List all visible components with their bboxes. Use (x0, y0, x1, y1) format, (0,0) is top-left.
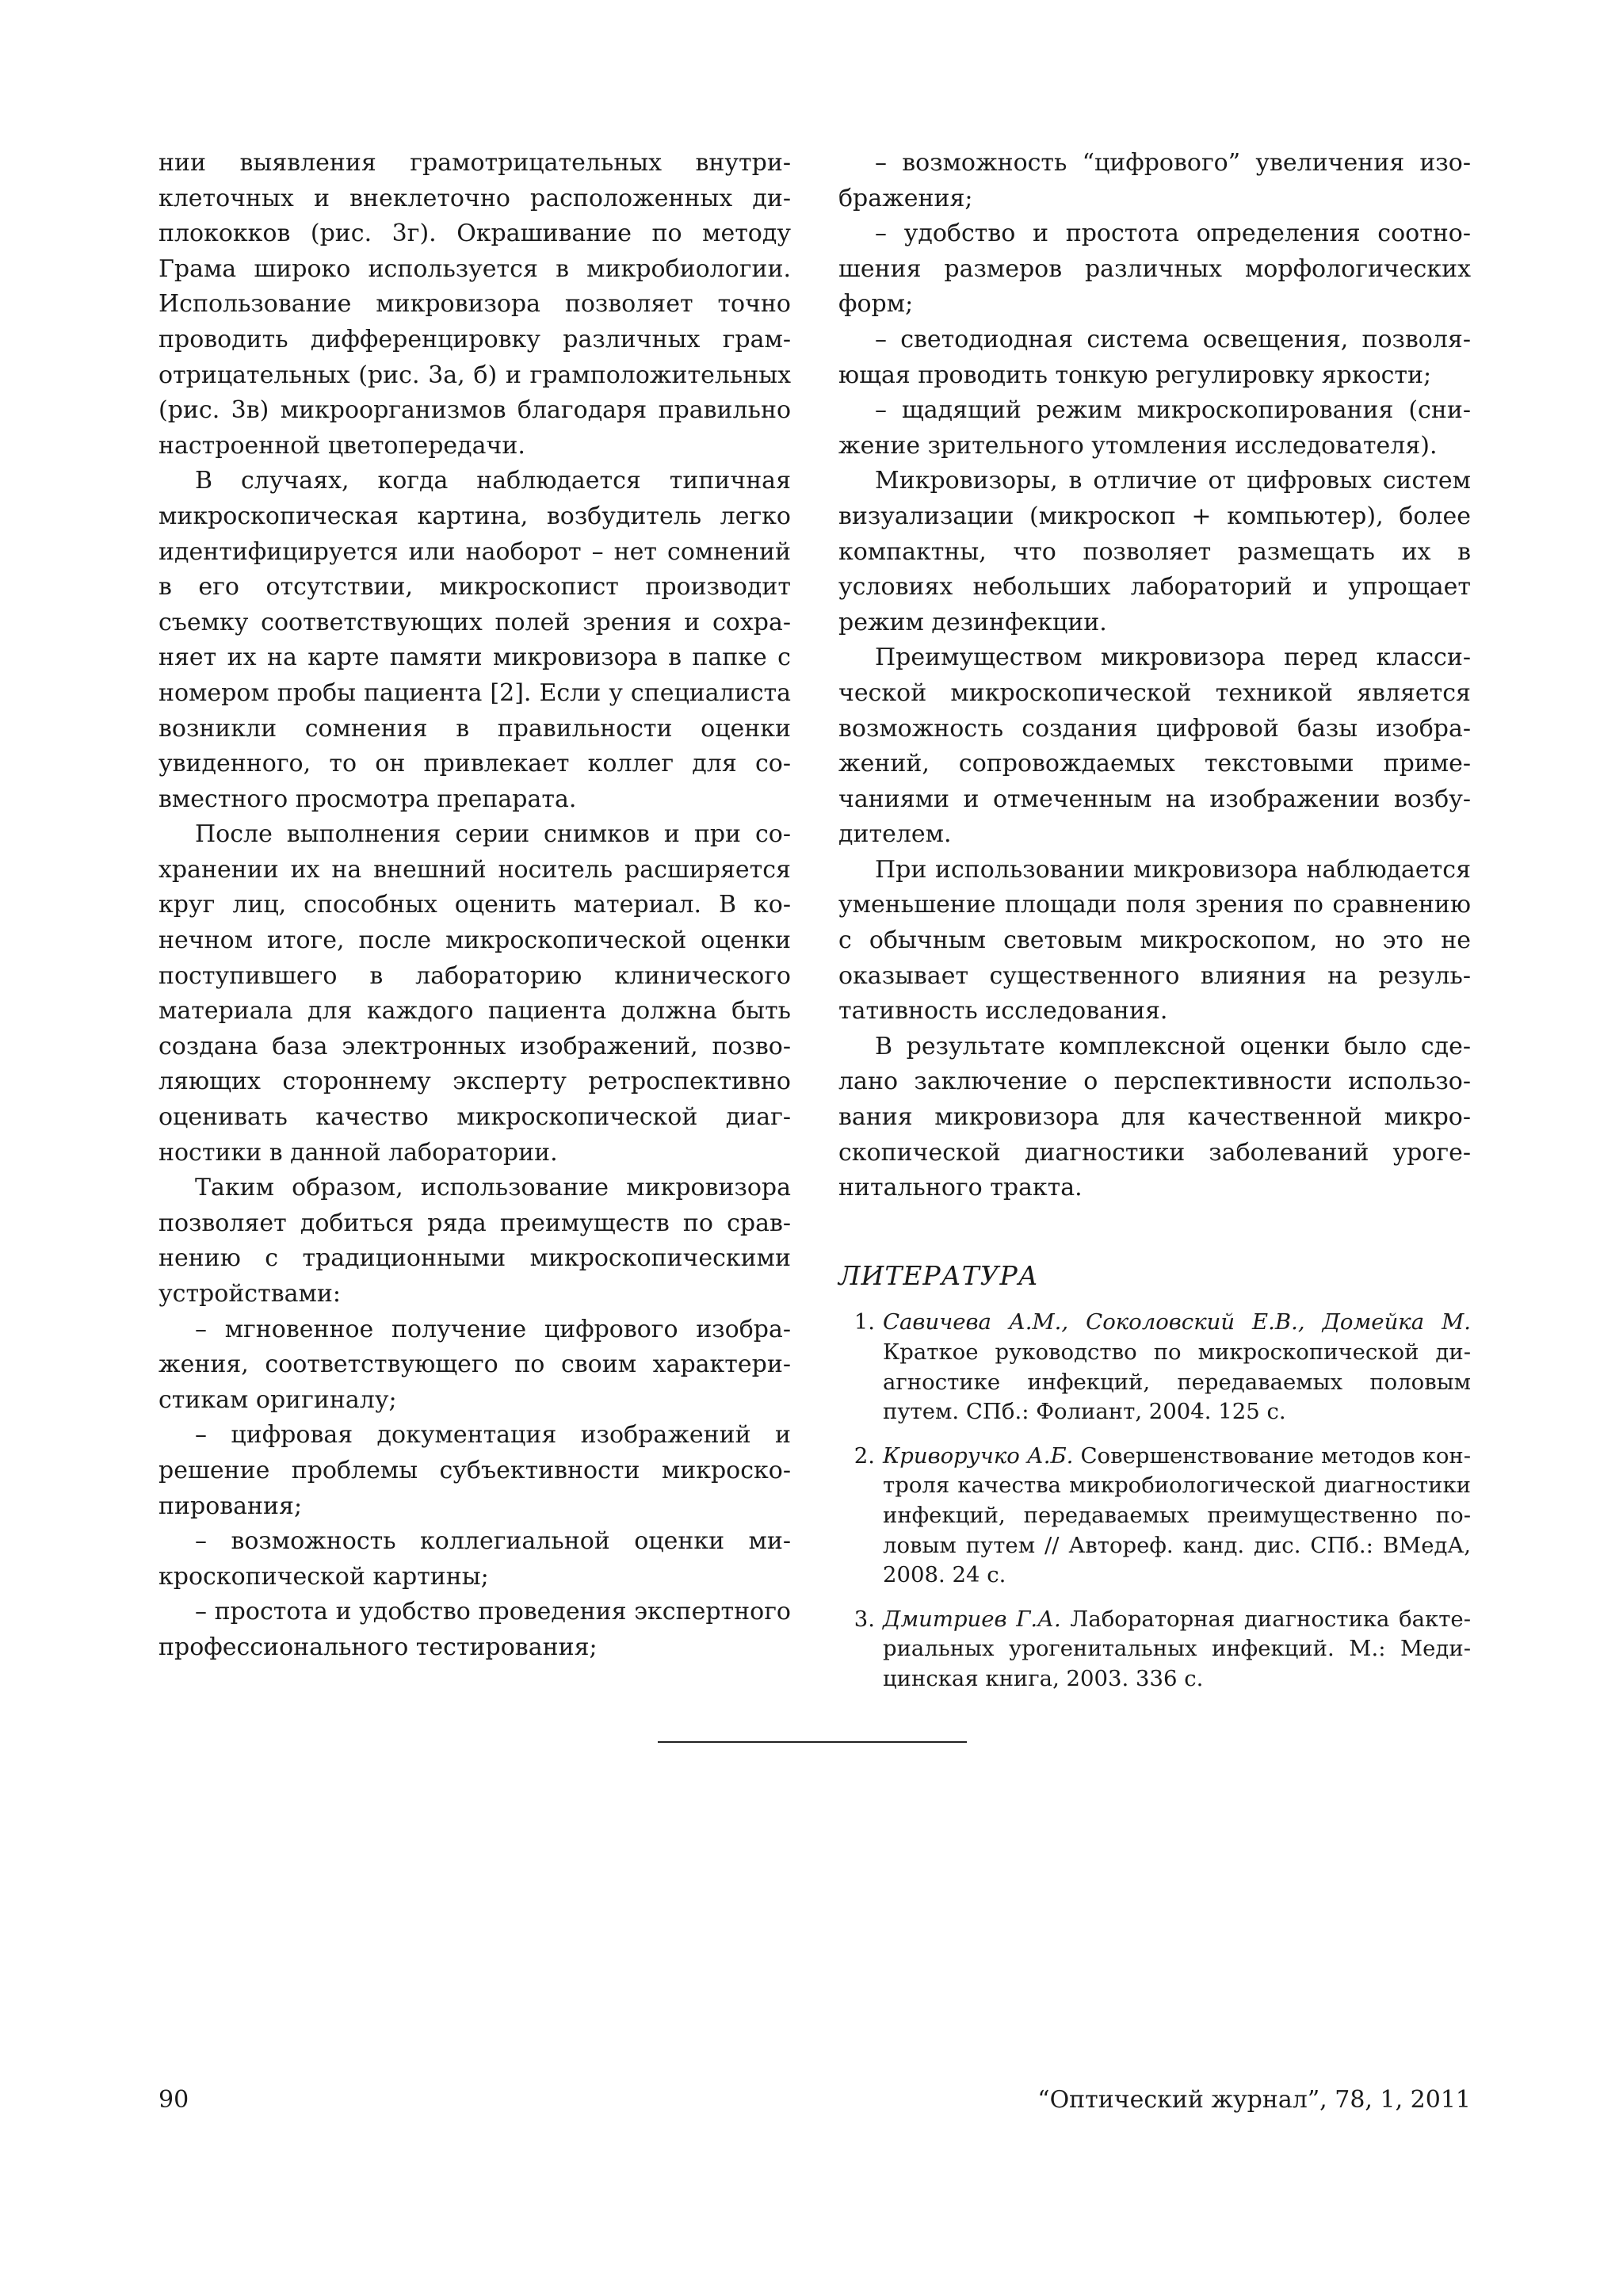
reference-number: 3. (854, 1606, 875, 1632)
reference-text: Лабораторная диагностика бактериальных урогенитальных инфекций. М.: Медицинская книга, 2003. 336 с. (883, 1606, 1471, 1691)
reference-item (838, 1442, 1471, 1591)
list-item: – возможность коллегиальной оценки микроскопической картины; (158, 1527, 791, 1591)
end-of-article-rule (658, 1741, 967, 1743)
reference-text: Краткое руководство по микроскопической диагностике инфекций, передаваемых половым путем. СПб.: Фолиант, 2004. 125 с. (883, 1339, 1471, 1425)
list-item: – возможность “цифрового” увеличения изображения; (838, 149, 1471, 212)
reference-body (883, 1308, 1471, 1427)
paragraph: При использовании микровизора наблюдается уменьшение площади поля зрения по сравнению с обычным световым микроскопом, но это не оказывает существенного влияния на результативность исследования. (838, 855, 1471, 1026)
reference-authors: Криворучко А.Б. (883, 1442, 1074, 1469)
paragraph: В результате комплексной оценки было сделано заключение о перспективности использования микровизора для качественной микроскопической диагностики заболеваний урогенитального тракта. (838, 1032, 1471, 1202)
reference-list (838, 1308, 1471, 1694)
reference-number: 1. (854, 1309, 875, 1335)
right-column (838, 146, 1471, 1709)
reference-text: Совершенствование методов контроля качества микробиологической диагностики инфекций, передаваемых преимущественно половым путем // Автореф. канд. дис. СПб.: ВМедА, 2008. 24 с. (883, 1442, 1472, 1588)
list-item: – щадящий режим микроскопирования (снижение зрительного утомления исследователя). (838, 396, 1471, 460)
reference-authors: Савичева А.М., Соколовский Е.В., Домейка М. (883, 1309, 1471, 1335)
journal-citation: “Оптический журнал”, 78, 1, 2011 (1037, 2086, 1471, 2114)
reference-body (883, 1605, 1471, 1694)
reference-number: 2. (854, 1442, 875, 1469)
list-item: – мгновенное получение цифрового изображения, соответствующего по своим характеристикам оригиналу; (158, 1315, 791, 1414)
reference-body (883, 1442, 1471, 1591)
list-item: – светодиодная система освещения, позволяющая проводить тонкую регулировку яркости; (838, 325, 1471, 389)
paragraph: Преимуществом микровизора перед классической микроскопической техникой является возможность создания цифровой базы изображений, сопровождаемых текстовыми примечаниями и отмеченным на изображении возбудителем. (838, 644, 1471, 849)
reference-authors: Дмитриев Г.А. (883, 1606, 1061, 1632)
page-number: 90 (158, 2086, 189, 2114)
list-item: – цифровая документация изображений и решение проблемы субъективности микроскопирования; (158, 1421, 791, 1520)
list-item: – простота и удобство проведения экспертного профессионального тестирования; (158, 1598, 791, 1661)
paragraph: В случаях, когда наблюдается типичная микроскопическая картина, возбудитель легко идентифицируется или наоборот – нет сомнений в его отсутствии, микроскопист производит съемку соответствующих полей зрения и сохраняет их на карте памяти микровизора в папке с номером пробы пациента [2]. Если у специалиста возникли сомнения в правильности оценки увиденного, то он привлекает коллег для совместного просмотра препарата. (158, 467, 791, 813)
list-item: – удобство и простота определения соотношения размеров различных морфологических форм; (838, 220, 1471, 319)
paragraph: Микровизоры, в отличие от цифровых систем визуализации (микроскоп + компьютер), более компактны, что позволяет размещать их в условиях небольших лабораторий и упрощает режим дезинфекции. (838, 467, 1471, 636)
paragraph: нии выявления грамотрицательных внутриклеточных и внеклеточно расположенных диплококков (рис. 3г). Окрашивание по методу Грама широко используется в микробиологии. Использование микровизора позволяет точно проводить дифференцировку различных грамотрицательных (рис. 3а, б) и грамположительных (рис. 3в) микроорганизмов благодаря правильно настроенной цветопередачи. (158, 149, 791, 460)
literature-heading: ЛИТЕРАТУРА (838, 1259, 1039, 1291)
paragraph: Таким образом, использование микровизора позволяет добиться ряда преимуществ по сравнению с традиционными микроскопическими устройствами: (158, 1174, 791, 1308)
left-column (158, 146, 791, 1666)
reference-item (838, 1605, 1471, 1694)
reference-item (838, 1308, 1471, 1427)
paragraph: После выполнения серии снимков и при сохранении их на внешний носитель расширяется круг лиц, способных оценить материал. В конечном итоге, после микроскопической оценки поступившего в лабораторию клинического материала для каждого пациента должна быть создана база электронных изображений, позволяющих стороннему эксперту ретроспективно оценивать качество микроскопической диагностики в данной лаборатории. (158, 820, 791, 1167)
